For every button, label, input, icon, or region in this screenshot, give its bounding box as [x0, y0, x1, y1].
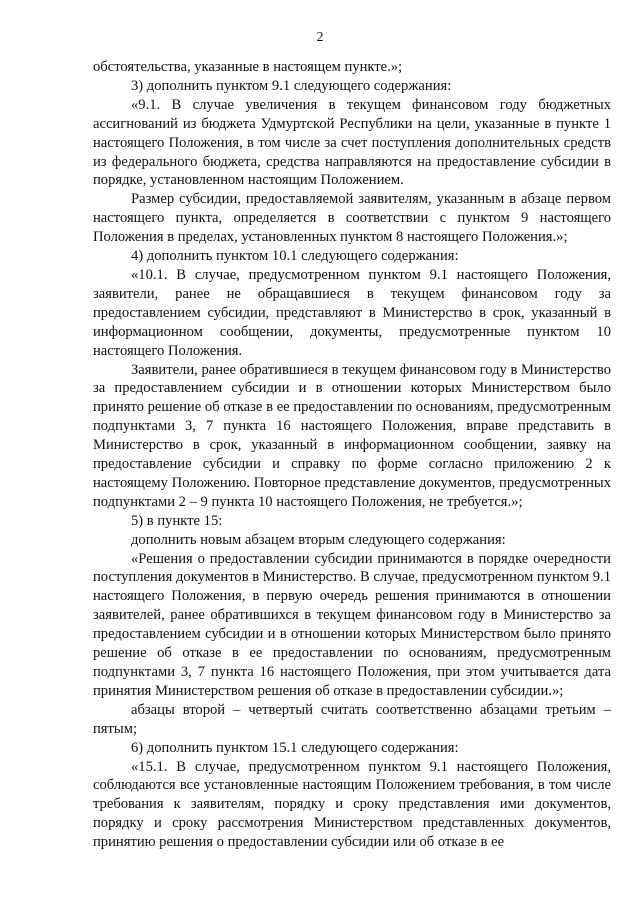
paragraph-9: дополнить новым абзацем вторым следующего содержания:	[131, 531, 506, 548]
page-number: 2	[316, 30, 324, 45]
paragraph-6: «10.1. В случае, предусмотренном пунктом 9.1 настоящего Положения, заявители, ранее не обращавшиеся в текущем финансовом году за предоставлением субсидии, представляют в Министерство в срок, указанный в информационном сообщении, документы, предусмотренные пунктом 10 настоящего Положения.	[93, 266, 611, 359]
paragraph-7: Заявители, ранее обратившиеся в текущем финансовом году в Министерство за предоставлением субсидии и в отношении которых Министерством было принято решение об отказе в ее предоставлении по основаниям, предусмотренным подпунктами 3, 7 пункта 16 настоящего Положения, вправе представить в Министерство в срок, указанный в информационном сообщении, заявку на предоставление субсидии и справку по форме согласно приложению 2 к настоящему Положению. Повторное представление документов, предусмотренных подпунктами 2 – 9 пункта 10 настоящего Положения, не требуется.»;	[93, 361, 611, 510]
paragraph-3: «9.1. В случае увеличения в текущем финансовом году бюджетных ассигнований из бюджета Удмуртской Республики на цели, указанные в пункте 1 настоящего Положения, в том числе за счет поступления дополнительных средств из федерального бюджета, средства направляются на предоставление субсидии в порядке, установленном настоящим Положением.	[93, 96, 611, 189]
paragraph-11: абзацы второй – четвертый считать соответственно абзацами третьим – пятым;	[93, 701, 611, 737]
paragraph-1: обстоятельства, указанные в настоящем пункте.»;	[93, 59, 403, 75]
document-body	[93, 58, 611, 852]
paragraph-13: «15.1. В случае, предусмотренном пунктом 9.1 настоящего Положения, соблюдаются все установленные настоящим Положением требования, в том числе требования к заявителям, порядку и сроку представления ими документов, порядку и сроку рассмотрения Министерством представленных документов, принятию решения о предоставлении субсидии или об отказе в ее	[93, 758, 611, 851]
paragraph-8: 5) в пункте 15:	[131, 512, 223, 529]
paragraph-2: 3) дополнить пунктом 9.1 следующего содержания:	[131, 77, 452, 94]
paragraph-12: 6) дополнить пунктом 15.1 следующего содержания:	[131, 739, 459, 756]
paragraph-4: Размер субсидии, предоставляемой заявителям, указанным в абзаце первом настоящего пункта, определяется в соответствии с пунктом 9 настоящего Положения в пределах, установленных пунктом 8 настоящего Положения.»;	[93, 191, 611, 246]
paragraph-5: 4) дополнить пунктом 10.1 следующего содержания:	[131, 248, 459, 265]
paragraph-10: «Решения о предоставлении субсидии принимаются в порядке очередности поступления документов в Министерство. В случае, предусмотренном пунктом 9.1 настоящего Положения, в первую очередь решения принимаются в отношении заявителей, ранее обратившихся в текущем финансовом году в Министерство за предоставлением субсидии и в отношении которых Министерством было принято решение об отказе в ее предоставлении по основаниям, предусмотренным подпунктами 3, 7 пункта 16 настоящего Положения, при этом учитывается дата принятия Министерством решения об отказе в предоставлении субсидии.»;	[93, 550, 612, 699]
